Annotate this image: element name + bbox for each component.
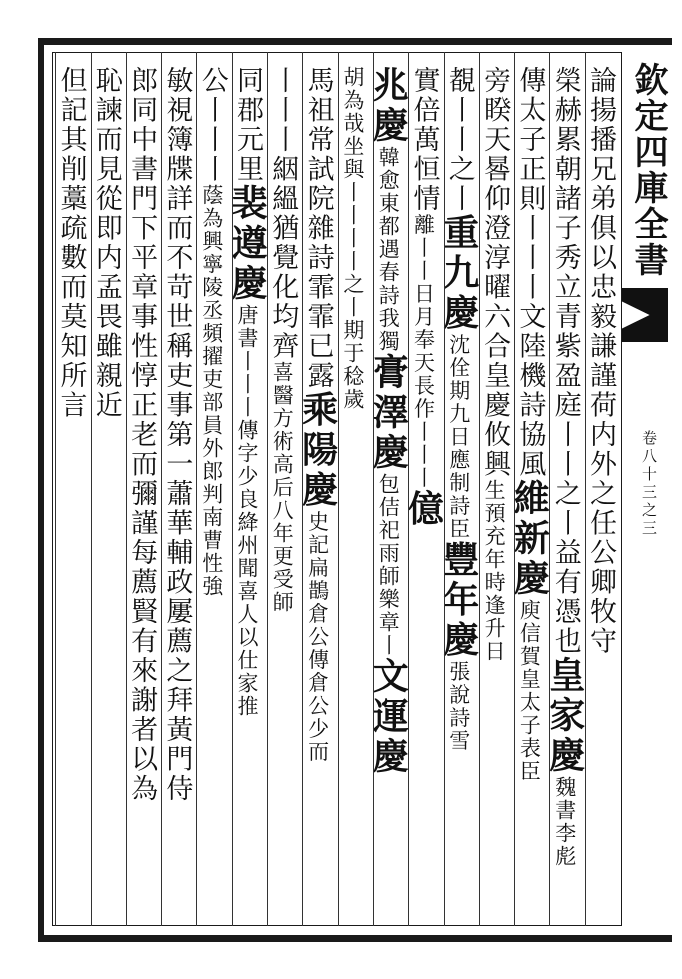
body-text: 榮赫累朝諸子秀立青紫盈庭丨丨之丨益有憑也 (549, 66, 581, 656)
body-text: 論揚播兄弟俱以忠毅謙謹荷内外之任公卿牧守 (584, 66, 616, 656)
text-column (196, 66, 231, 926)
column-divider (514, 52, 515, 926)
annotation-text: 庾信賀皇太子表臣 (517, 599, 542, 783)
annotation-text: 包佶祀雨師樂章丨 (376, 473, 401, 657)
annotation-text: 胡為哉坐與丨丨丨 (340, 66, 365, 250)
body-text: 但記其削藁疏數而莫知所言 (55, 66, 87, 420)
annotation-text: 離丨丨日月奉天長 (411, 213, 436, 398)
column-divider (232, 52, 233, 926)
body-text: 丨丨丨絪縕猶覺化均齊 (267, 66, 299, 361)
annotation-text: 唐書丨丨丨傳字少良絳州聞喜人以仕家推 (234, 304, 259, 718)
column-divider (479, 52, 480, 926)
column-divider (91, 52, 92, 926)
text-column (267, 66, 302, 926)
column-divider (161, 52, 162, 926)
body-text: 敏視簿牒詳而不苛世稱吏事第一蕭華輔政屢薦之拜黃門侍 (161, 66, 193, 804)
entry-heading: 皇家慶 (543, 656, 586, 776)
column-divider (408, 52, 409, 926)
body-text: 實倍萬恒情 (408, 66, 440, 214)
body-text: 覩丨丨之丨 (443, 66, 475, 214)
text-column (296, 66, 339, 926)
text-column (126, 66, 161, 926)
column-divider (196, 52, 197, 926)
annotation-text: 喜醫方術高后八年更受師 (270, 361, 295, 614)
entry-heading: 乘陽慶 (296, 390, 339, 511)
text-column (543, 66, 586, 926)
annotation-text: 作丨丨丨 (411, 397, 436, 490)
text-column (55, 66, 90, 926)
text-column (437, 66, 480, 926)
column-divider (302, 52, 303, 926)
text-column (585, 66, 620, 926)
column-divider (373, 52, 374, 926)
annotation-text: 沈佺期九日應制詩臣 (446, 333, 471, 541)
annotation-text: 張說詩雪 (446, 660, 471, 753)
body-text: 傳太子正則丨丨丨文陸機詩協風 (514, 66, 546, 479)
text-column (402, 66, 445, 926)
margin-title: 欽定四庫全書 (628, 62, 668, 278)
body-text: 恥諫而見從即内孟畏雖親近 (90, 66, 122, 420)
body-text: 旁睽天晷仰澄淳曜六合皇慶攸興 (479, 66, 511, 479)
text-column (338, 66, 373, 926)
column-divider (585, 52, 586, 926)
annotation-text: 蔭為興寧陵丞頻擢吏部員外郎判南曹性強 (199, 184, 224, 598)
body-text: 同郡元里 (231, 66, 263, 184)
entry-heading: 維新慶 (508, 479, 551, 599)
column-divider (55, 52, 56, 926)
text-column (508, 66, 551, 926)
body-text: 公丨丨丨 (196, 66, 228, 184)
annotation-text: 史記扁鵲倉公傳倉公少而 (305, 510, 330, 764)
column-divider (126, 52, 127, 926)
entry-heading: 膏澤慶 (367, 353, 410, 473)
text-column (91, 66, 126, 926)
body-text: 郎同中書門下平章事性惇正老而彌謹每薦賢有來謝者以為 (126, 66, 158, 804)
annotation-text: 丨之丨期于稔歲 (340, 250, 365, 411)
entry-heading: 億 (402, 489, 445, 530)
text-column (161, 66, 196, 926)
annotation-text: 韓愈東都遇春詩我獨 (376, 146, 401, 353)
text-column (225, 66, 268, 926)
entry-heading: 裴遵慶 (225, 184, 268, 304)
annotation-text: 魏書李彪 (552, 776, 577, 868)
entry-heading: 豐年慶 (437, 540, 480, 661)
body-text: 馬祖常試院雜詩霏霏已露 (302, 66, 334, 391)
annotation-text: 生預充年時逢升日 (482, 479, 507, 663)
entry-heading: 文運慶 (367, 657, 410, 777)
entry-heading: 重九慶 (437, 213, 480, 334)
entry-heading: 兆慶 (367, 66, 410, 146)
volume-label: 卷八十三之三 (640, 430, 658, 538)
text-column (479, 66, 514, 926)
text-column (367, 66, 410, 926)
